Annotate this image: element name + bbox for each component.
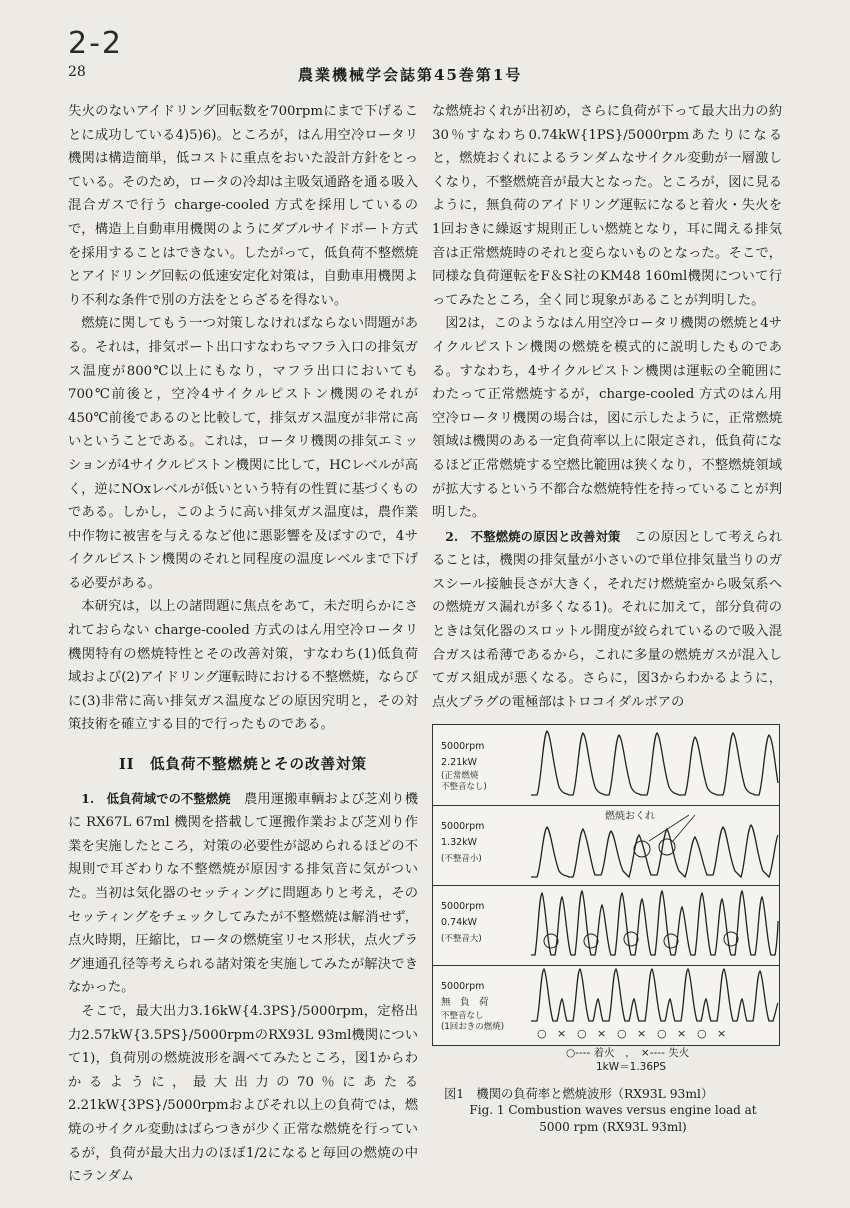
wave-panel-0-74kw	[433, 885, 779, 966]
subsection-title: 2. 不整燃焼の原因と改善対策	[445, 528, 621, 544]
panel-load: 0.74kW	[441, 917, 478, 928]
panel-speed: 5000rpm	[441, 821, 485, 832]
ignition-mark: ○	[577, 1027, 587, 1040]
figure-combustion-waves	[432, 724, 780, 1046]
paragraph: 失火のないアイドリング回転数を700rpmにまで下げることに成功している4)5)6)。ところが，はん用空冷ロータリ機関は構造簡単，低コストに重点をおいた設計方針をとっている。そのため，ロータの冷却は主吸気通路を通る吸入混合ガスで行う charge-cooled 方式を採用しているので，構造上自動車用機関のようにダブルサイドポート方式を採用することはできない。したがって，低負荷不整燃焼とアイドリング回転の低速安定化対策は，自動車用機関より不利な条件で別の方法をとらざるを得ない。	[68, 104, 418, 308]
waveform-trace	[529, 805, 779, 885]
ignition-mark: ○	[657, 1027, 667, 1040]
ignition-mark: ○	[617, 1027, 627, 1040]
figure-legend	[566, 1046, 689, 1074]
page-number: 28	[68, 64, 86, 80]
caption-en-line: 5000 rpm (RX93L 93ml)	[539, 1120, 687, 1134]
left-column	[68, 100, 418, 1189]
wave-panel-1-32kw	[433, 805, 779, 886]
subsection-title: 1. 低負荷域での不整燃焼	[81, 790, 231, 806]
wave-panel-2-21kw	[433, 725, 779, 806]
subsection-paragraph	[432, 525, 782, 715]
legend-conversion: 1kW＝1.36PS	[596, 1061, 667, 1073]
handwritten-number: 2-2	[68, 26, 123, 61]
paragraph: 本研究は，以上の諸問題に焦点をあて，未だ明らかにされておらない charge-cooled 方式のはん用空冷ロータリ機関特有の燃焼特性とその改善対策，すなわち(1)低負荷域および(2)アイドリング運転時における不整燃焼，ならびに(3)非常に高い排気ガス温度などの原因究明と，その対策技術を確立する目的で行ったものである。	[68, 599, 418, 733]
journal-title: 農業機械学会誌第45巻第1号	[298, 66, 523, 84]
panel-note: 不整音なし (1回おきの燃焼)	[441, 1011, 505, 1032]
panel-note: (不整音大)	[441, 934, 482, 944]
annotation-combustion-delay: 燃焼おくれ	[605, 811, 655, 822]
panel-load: 無 負 荷	[441, 997, 489, 1008]
paragraph: な燃焼おくれが出初め，さらに負荷が下って最大出力の約30％すなわち0.74kW{1PS}/5000rpmあたりになると，燃焼おくれによるランダムなサイクル変動が一層激しくなり，不整燃焼音が最大となった。ところが，図に見るように，無負荷のアイドリング運転になると着火・失火を1回おきに繰返す規則正しい燃焼となり，耳に聞える排気音は正常燃焼時のそれと変らないものとなった。そこで，同様な負荷運転をF＆S社のKM48 160ml機関について行ってみたところ，全く同じ現象があることが判明した。	[432, 104, 782, 308]
ignition-misfire-marks	[529, 1027, 779, 1041]
misfire-mark: ×	[677, 1027, 687, 1040]
misfire-mark: ×	[637, 1027, 647, 1040]
subsection-paragraph	[68, 787, 418, 1000]
subsection-text: この原因として考えられることは，機関の排気量が小さいので単位排気量当りのガスシール接触長さが大きく，それだけ燃焼室から吸気系への燃焼ガス漏れが多くなる1)。それに加えて，部分負荷のときは気化器のスロットル開度が絞られているので吸入混合ガスは希薄であるから，これに多量の燃焼ガスが混入してガス組成が悪くなる。さらに，図3からわかるように，点火プラグの電極部はトロコイダルボアの	[432, 529, 782, 710]
misfire-mark: ×	[597, 1027, 607, 1040]
panel-speed: 5000rpm	[441, 901, 485, 912]
ignition-mark: ○	[697, 1027, 707, 1040]
legend-marks: ○---- 着火 ， ×---- 失火	[566, 1047, 690, 1059]
subsection-text: 農用運搬車輌および芝刈り機に RX67L 67ml 機関を搭載して運搬作業および芝刈り作業を実施したところ，対策の必要性が認められるほどの不規則で耳ざわりな不整燃焼が原因する排気音に気がついた。当初は気化器のセッティングに問題ありと考え，そのセッティングをチェックしてみたが不整燃焼は解消せず，点火時期，圧縮比，ロータの燃焼室リセス形状，点火プラグ連通孔径等考えられる諸対策を実施してみたが解決できなかった。	[68, 791, 419, 996]
waveform-trace	[529, 965, 779, 1027]
wave-panel-no-load	[433, 965, 779, 1043]
figure-caption-en	[448, 1102, 778, 1136]
panel-note: (正常燃焼 不整音なし)	[441, 771, 487, 792]
panel-speed: 5000rpm	[441, 981, 485, 992]
misfire-mark: ×	[557, 1027, 567, 1040]
misfire-mark: ×	[717, 1027, 727, 1040]
waveform-trace	[529, 725, 779, 805]
ignition-mark: ○	[537, 1027, 547, 1040]
panel-load: 1.32kW	[441, 837, 478, 848]
panel-note: (不整音小)	[441, 854, 482, 864]
caption-en-line: Fig. 1 Combustion waves versus engine load at	[469, 1103, 757, 1117]
right-column	[432, 100, 782, 714]
paragraph: 図2は，このようなはん用空冷ロータリ機関の燃焼と4サイクルピストン機関の燃焼を模式的に説明したものである。すなわち，4サイクルピストン機関は運転の全範囲にわたって正常燃焼するが，charge-cooled 方式のはん用空冷ロータリ機関の場合は，図に示したように，正常燃焼領域は機関のある一定負荷率以上に限定され，低負荷になるほど正常燃焼する空燃比範囲は狭くなり，不整燃焼領域が拡大するという不都合な燃焼特性を持っていることが判明した。	[432, 316, 782, 521]
paragraph: そこで，最大出力3.16kW{4.3PS}/5000rpm，定格出力2.57kW{3.5PS}/5000rpmのRX93L 93ml機関について1)，負荷別の燃焼波形を調べてみたところ，図1からわかるように，最大出力の70％にあたる2.21kW{3PS}/5000rpmおよびそれ以上の負荷では，燃焼のサイクル変動はばらつきが少く正常な燃焼を行っているが，負荷が最大出力のほぼ1/2になると毎回の燃焼の中にランダム	[68, 1003, 418, 1185]
panel-speed: 5000rpm	[441, 741, 485, 752]
panel-load: 2.21kW	[441, 757, 478, 768]
waveform-trace	[529, 885, 779, 965]
paragraph: 燃焼に関してもう一つ対策しなければならない問題がある。それは，排気ポート出口すなわちマフラ入口の排気ガス温度が800℃以上にもなり，マフラ出口においても700℃前後と，空冷4サイクルピストン機関のそれが450℃前後であるのと比較して，排気ガス温度が非常に高いということである。これは，ロータリ機関の排気エミッションが4サイクルピストン機関に比して，HCレベルが高く，逆にNOxレベルが低いという特有の性質に基づくものである。しかし，このように高い排気ガス温度は，農作業中作物に被害を与えるなど他に悪影響を及ぼすので，4サイクルピストン機関のそれと同程度の温度レベルまで下げる必要がある。	[68, 316, 418, 591]
section-title: II 低負荷不整燃焼とその改善対策	[118, 756, 368, 774]
figure-caption-ja: 図1 機関の負荷率と燃焼波形（RX93L 93ml）	[444, 1087, 714, 1101]
